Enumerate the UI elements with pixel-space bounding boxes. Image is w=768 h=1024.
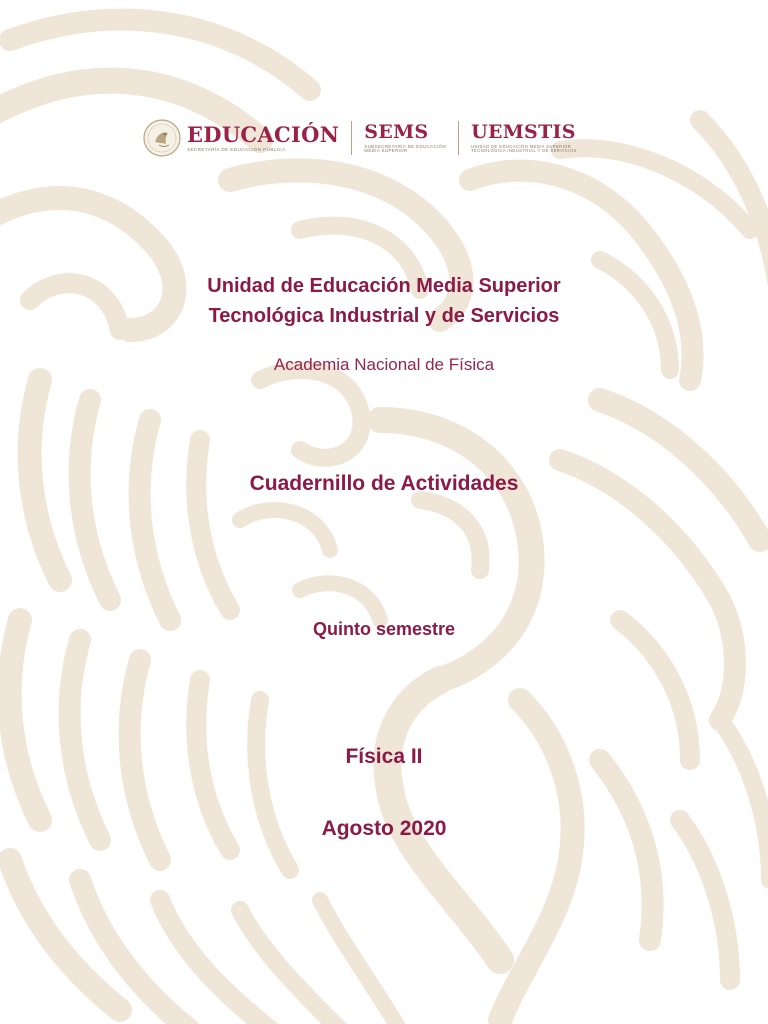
uemstis-subtitle-line-2: TECNOLÓGICA INDUSTRIAL Y DE SERVICIOS [471,148,577,153]
booklet-title: Cuadernillo de Actividades [249,472,519,495]
logo-divider [458,121,459,155]
subject-title: Física II [345,745,423,768]
uemstis-subtitle-line-1: UNIDAD DE EDUCACIÓN MEDIA SUPERIOR [471,143,572,149]
educacion-name: EDUCACIÓN [187,121,340,147]
sems-name: SEMS [364,120,429,143]
uemstis-name: UEMSTIS [471,120,576,143]
mexican-coat-of-arms-seal-icon [142,118,182,158]
unit-title [0,271,768,331]
semester-label: Quinto semestre [312,619,456,639]
sems-subtitle [364,145,446,154]
unit-title-line-1: Unidad de Educación Media Superior [207,275,561,297]
educacion-subtitle: SECRETARÍA DE EDUCACIÓN PÚBLICA [187,146,286,152]
unit-title-line-2: Tecnológica Industrial y de Servicios [208,305,560,327]
uemstis-brand [471,120,577,153]
educacion-brand [187,121,340,153]
date-label: Agosto 2020 [321,817,447,840]
logo-divider [351,121,352,155]
academy-name: Academia Nacional de Física [273,355,495,374]
sems-subtitle-line-1: SUBSECRETARÍA DE EDUCACIÓN [364,143,447,149]
uemstis-subtitle [471,145,577,153]
institution-logos [142,114,602,162]
sems-subtitle-line-2: MEDIA SUPERIOR [364,148,408,153]
sems-brand [364,120,447,154]
